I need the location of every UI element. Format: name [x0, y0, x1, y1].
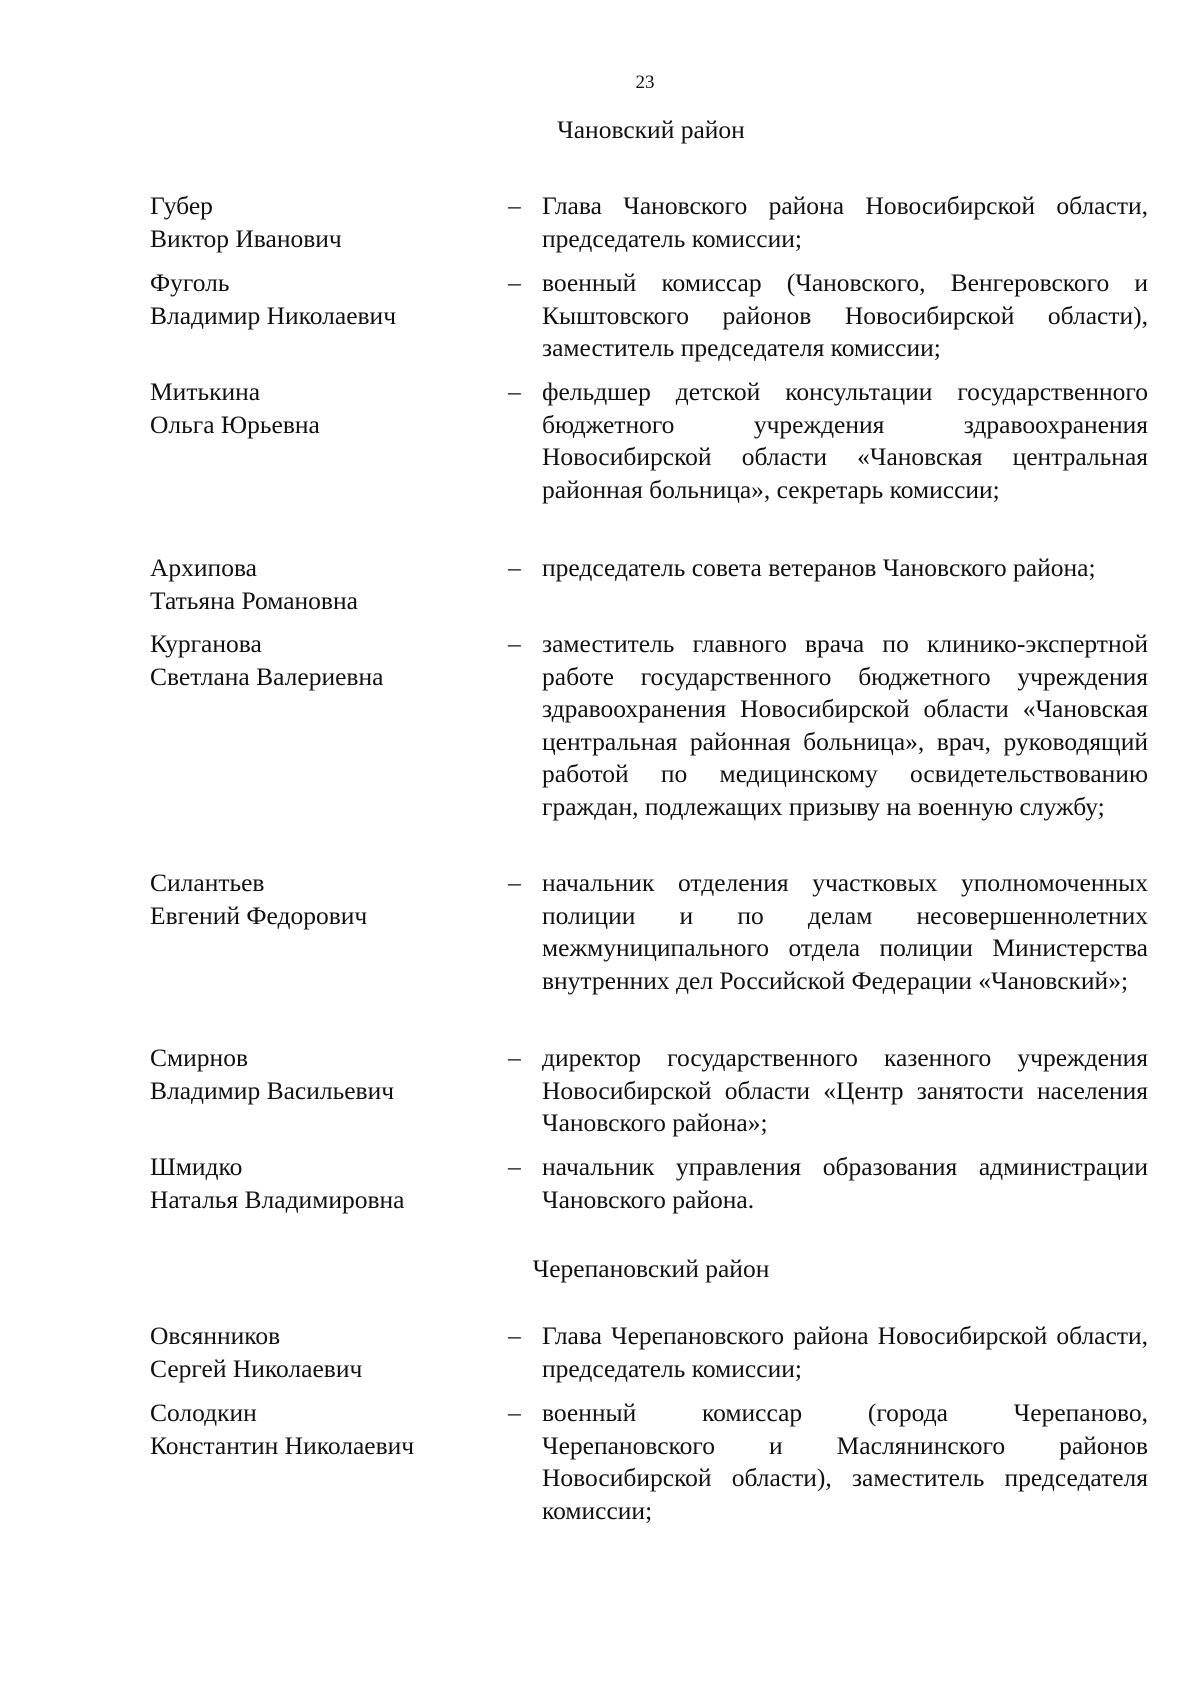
member-role: Глава Чановского района Новосибирской области, председатель комиссии;: [542, 191, 1148, 253]
member-surname: Силантьев: [150, 868, 265, 897]
member-role: заместитель главного врача по клинико-экспертной работе государственного бюджетного учреждения здравоохранения Новосибирской области «Чановская центральная районная больница», врач, руководящий работой по медицинскому освидетельствованию граждан, подлежащих призыву на военную службу;: [542, 629, 1148, 821]
member-given-name: Наталья Владимировна: [150, 1184, 405, 1214]
member-given-name: Владимир Николаевич: [150, 300, 397, 330]
member-given-name: Виктор Иванович: [150, 223, 342, 253]
dash: –: [508, 629, 521, 658]
member-given-name: Ольга Юрьевна: [150, 409, 320, 439]
dash: –: [508, 1321, 521, 1350]
member-role: фельдшер детской консультации государственного бюджетного учреждения здравоохранения Новосибирской области «Чановская центральная районная больница», секретарь комиссии;: [542, 377, 1148, 504]
member-given-name: Евгений Федорович: [150, 900, 368, 930]
page-number: 23: [635, 72, 655, 93]
member-given-name: Константин Николаевич: [150, 1430, 415, 1460]
section-chanovsky: [0, 115, 1200, 145]
dash: –: [508, 268, 521, 297]
member-name: [150, 376, 500, 441]
member-given-name: Светлана Валериевна: [150, 661, 384, 691]
member-given-name: Владимир Васильевич: [150, 1075, 395, 1105]
member-role: военный комиссар (Чановского, Венгеровского и Кыштовского районов Новосибирской области), заместитель председателя комиссии;: [542, 268, 1148, 363]
dash: –: [508, 377, 521, 406]
dash: –: [508, 868, 521, 897]
member-given-name: Сергей Николаевич: [150, 1353, 363, 1383]
member-name: [150, 267, 500, 332]
member-given-name: Татьяна Романовна: [150, 585, 358, 615]
member-name: [150, 552, 500, 617]
member-role: Глава Черепановского района Новосибирской области, председатель комиссии;: [542, 1321, 1148, 1383]
member-role: председатель совета ветеранов Чановского района;: [542, 553, 1096, 582]
dash: –: [508, 1043, 521, 1072]
member-role: начальник управления образования администрации Чановского района.: [542, 1152, 1148, 1214]
member-name: [150, 190, 500, 255]
member-surname: Губер: [150, 191, 213, 220]
member-name: [150, 1151, 500, 1216]
section-title: Чановский район: [557, 115, 745, 144]
dash: –: [508, 1398, 521, 1427]
member-role: начальник отделения участковых уполномоченных полиции и по делам несовершеннолетних межмуниципального отдела полиции Министерства внутренних дел Российской Федерации «Чановский»;: [542, 868, 1148, 995]
member-surname: Фуголь: [150, 268, 230, 297]
member-surname: Овсянников: [150, 1321, 281, 1350]
section-cherepanovsky: [0, 1254, 1200, 1284]
member-name: [150, 628, 500, 693]
member-surname: Шмидко: [150, 1152, 243, 1181]
dash: –: [508, 1152, 521, 1181]
member-surname: Архипова: [150, 553, 257, 582]
section-title: Черепановский район: [532, 1254, 770, 1283]
dash: –: [508, 553, 521, 582]
member-role: директор государственного казенного учреждения Новосибирской области «Центр занятости населения Чановского района»;: [542, 1043, 1148, 1138]
member-surname: Митькина: [150, 377, 261, 406]
member-name: [150, 1320, 500, 1385]
member-name: [150, 1042, 500, 1107]
dash: –: [508, 191, 521, 220]
member-name: [150, 1397, 500, 1462]
member-name: [150, 867, 500, 932]
member-surname: Смирнов: [150, 1043, 248, 1072]
member-surname: Курганова: [150, 629, 262, 658]
member-surname: Солодкин: [150, 1398, 257, 1427]
member-role: военный комиссар (города Черепаново, Черепановского и Маслянинского районов Новосибирской области), заместитель председателя комиссии;: [542, 1398, 1148, 1525]
